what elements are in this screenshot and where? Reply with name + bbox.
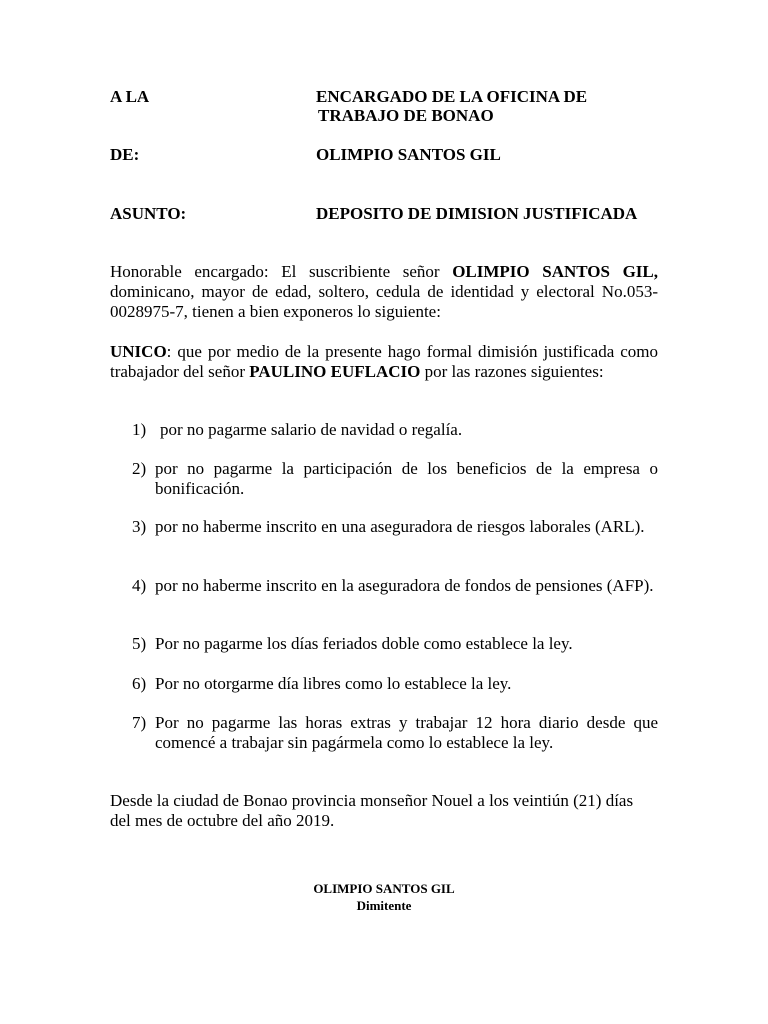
unico-text1: : que por medio de la presente hago formal dimisión justificada como trabajador del señor: [110, 342, 658, 381]
reason-text: por no haberme inscrito en la aseguradora de fondos de pensiones (AFP).: [155, 576, 654, 595]
reason-text: Por no pagarme las horas extras y trabajar 12 hora diario desde que comencé a trabajar sin pagármela como lo establece la ley.: [155, 713, 658, 752]
from-label: DE:: [110, 145, 140, 164]
reason-text: por no pagarme salario de navidad o regalía.: [160, 420, 463, 439]
reason-number: 4): [132, 576, 147, 595]
reason-text: por no pagarme la participación de los beneficios de la empresa o bonificación.: [155, 459, 658, 498]
to-value-line1: ENCARGADO DE LA OFICINA DE: [316, 87, 588, 106]
reason-number: 5): [132, 634, 147, 653]
reason-number: 2): [132, 459, 147, 478]
reason-number: 6): [132, 674, 147, 693]
intro-paragraph: [110, 262, 658, 322]
unico-paragraph: [110, 342, 658, 382]
reason-item: [132, 674, 658, 694]
subject-value: DEPOSITO DE DIMISION JUSTIFICADA: [316, 204, 638, 223]
reason-item: [132, 459, 658, 499]
reason-item: [132, 634, 658, 654]
signature-name: OLIMPIO SANTOS GIL: [313, 881, 455, 896]
closing-paragraph: Desde la ciudad de Bonao provincia monseñor Nouel a los veintiún (21) días del mes de octubre del año 2019.: [110, 791, 634, 830]
unico-label: UNICO: [110, 342, 167, 361]
intro-name: OLIMPIO SANTOS GIL,: [452, 262, 658, 281]
unico-employer: PAULINO EUFLACIO: [249, 362, 421, 381]
to-label: A LA: [110, 87, 150, 106]
intro-rest: dominicano, mayor de edad, soltero, cedula de identidad y electoral No.053-0028975-7, tienen a bien exponeros lo siguiente:: [110, 282, 658, 321]
reason-number: 1): [132, 420, 147, 439]
reason-item: [132, 713, 658, 753]
subject-label: ASUNTO:: [110, 204, 187, 223]
reason-item: [132, 517, 658, 537]
signature-role: Dimitente: [356, 898, 412, 913]
reason-text: Por no pagarme los días feriados doble como establece la ley.: [155, 634, 573, 653]
reason-number: 3): [132, 517, 147, 536]
reason-item: [132, 576, 658, 596]
from-value: OLIMPIO SANTOS GIL: [316, 145, 501, 164]
reason-item: [132, 420, 658, 440]
reason-text: por no haberme inscrito en una aseguradora de riesgos laborales (ARL).: [155, 517, 645, 536]
reason-text: Por no otorgarme día libres como lo establece la ley.: [155, 674, 512, 693]
to-value-line2: TRABAJO DE BONAO: [318, 106, 494, 125]
reason-number: 7): [132, 713, 147, 732]
intro-lead: Honorable encargado: El suscribiente señor: [110, 262, 453, 281]
unico-text2: por las razones siguientes:: [420, 362, 604, 381]
